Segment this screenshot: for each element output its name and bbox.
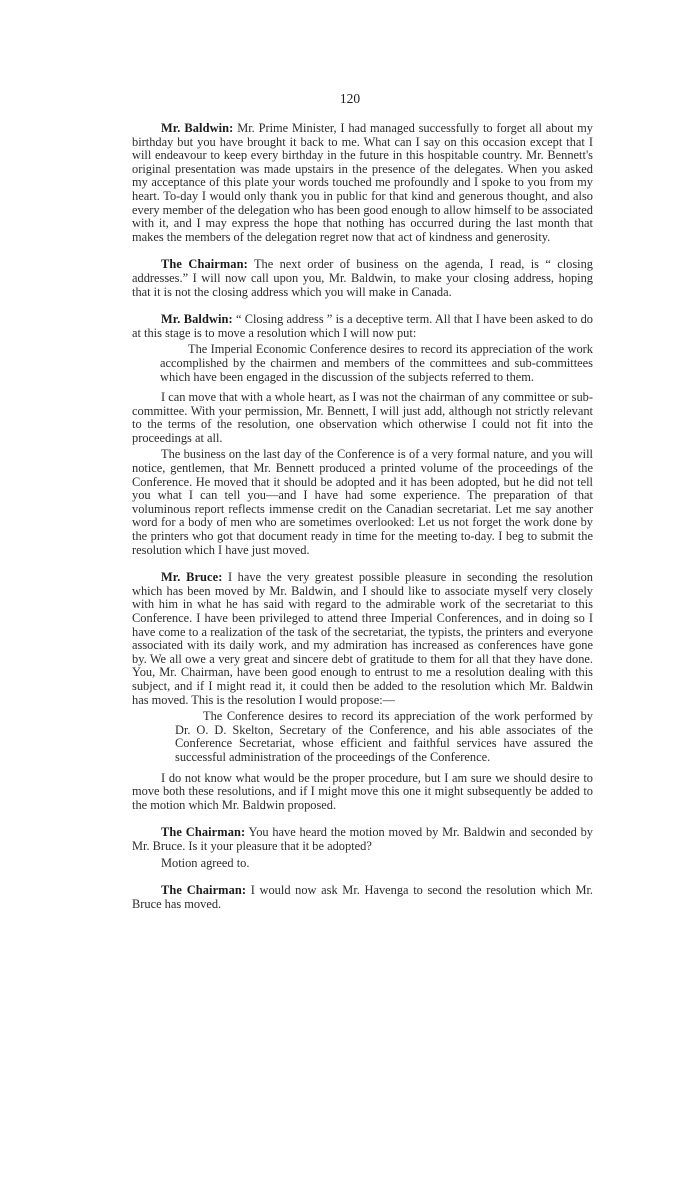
speaker-name: The Chairman: (161, 825, 246, 840)
paragraph-chairman-agenda (132, 258, 593, 299)
paragraph-bruce-procedure: I do not know what would be the proper procedure, but I am sure we should desire to move both these resolutions, and if I might move this one it might subsequently be added to the motion which Mr. Baldwin proposed. (132, 770, 593, 812)
paragraph-chairman-havenga (132, 884, 593, 911)
document-body (132, 122, 593, 911)
paragraph-text: I would now ask Mr. Havenga to second the resolution which Mr. Bruce has moved. (132, 883, 593, 911)
resolution-quote-committees: The Imperial Economic Conference desires to record its appreciation of the work accomplished by the chairmen and members of the committees and sub-committees which have been engaged in the discussion of the subjects referred to them. (160, 342, 593, 384)
page-number: 120 (339, 91, 361, 106)
speaker-name: The Chairman: (161, 883, 247, 898)
speaker-name: The Chairman: (161, 257, 248, 272)
paragraph-motion-agreed: Motion agreed to. (161, 855, 250, 870)
paragraph-chairman-motion (132, 826, 593, 853)
paragraph-baldwin-closing (132, 313, 593, 340)
paragraph-text: Mr. Prime Minister, I had managed successfully to forget all about my birthday but you have brought it back to me. What can I say on this occasion except that I will endeavour to keep every birthday in the future in this hospitable country. Mr. Bennett's original presentation was made upstairs in the presence of the delegates. When you asked my acceptance of this plate your words touched me profoundly and I spoke to you from my heart. To-day I would only thank you in public for that kind and generous thought, and also every member of the delegation who has been good enough to allow himself to be associated with it, and I may express the hope that nothing has occurred during the last month that makes the members of the delegation regret now that act of kindness and generosity. (132, 121, 593, 244)
paragraph-text: I have the very greatest possible pleasure in seconding the resolution which has been moved by Mr. Baldwin, and I should like to associate myself very closely with him in what he has said with regard to the admirable work of the secretariat to this Conference. I have been privileged to attend three Imperial Conferences, and in doing so I have come to a realization of the task of the secretariat, the typists, the printers and everyone associated with its daily work, and my admiration has increased as conferences have gone by. We all owe a very great and sincere debt of gratitude to them for all that they have done. You, Mr. Chairman, have been good enough to entrust to me a resolution dealing with this subject, and if I might read it, it could then be added to the resolution which Mr. Baldwin has moved. This is the resolution I would propose:— (132, 570, 593, 707)
paragraph-text: You have heard the motion moved by Mr. Baldwin and seconded by Mr. Bruce. Is it your pleasure that it be adopted? (132, 825, 593, 853)
paragraph-baldwin-secretariat: The business on the last day of the Conference is of a very formal nature, and you will notice, gentlemen, that Mr. Bennett produced a printed volume of the proceedings of the Conference. He moved that it should be adopted and it has been adopted, but he did not tell you what I can tell you—and I have had some experience. The preparation of that voluminous report reflects immense credit on the Canadian secretariat. Let me say another word for a body of men who are sometimes overlooked: Let us not forget the work done by the printers who got that document ready in time for the meeting to-day. I beg to submit the resolution which I have just moved. (132, 447, 593, 557)
paragraph-text: The next order of business on the agenda, I read, is “ closing addresses.” I will now call upon you, Mr. Baldwin, to make your closing address, hoping that it is not the closing address which you will make in Canada. (132, 257, 593, 299)
speaker-name: Mr. Baldwin: (161, 121, 234, 135)
resolution-quote-secretariat: The Conference desires to record its appreciation of the work performed by Dr. O. D. Skelton, Secretary of the Conference, and his able associates of the Conference Secretariat, whose efficient and faithful services have assured the successful administration of the proceedings of the Conference. (175, 709, 593, 764)
paragraph-text: “ Closing address ” is a deceptive term. All that I have been asked to do at this stage is to move a resolution which I will now put: (132, 312, 593, 340)
paragraph-baldwin-thanks (132, 122, 593, 244)
paragraph-bruce-seconding (132, 571, 593, 707)
speaker-name: Mr. Bruce: (161, 570, 223, 585)
speaker-name: Mr. Baldwin: (161, 312, 233, 327)
paragraph-baldwin-committee: I can move that with a whole heart, as I was not the chairman of any committee or sub-committee. With your permission, Mr. Bennett, I will just add, although not strictly relevant to the terms of the resolution, one observation which otherwise I could not fit into the proceedings at all. (132, 390, 593, 445)
